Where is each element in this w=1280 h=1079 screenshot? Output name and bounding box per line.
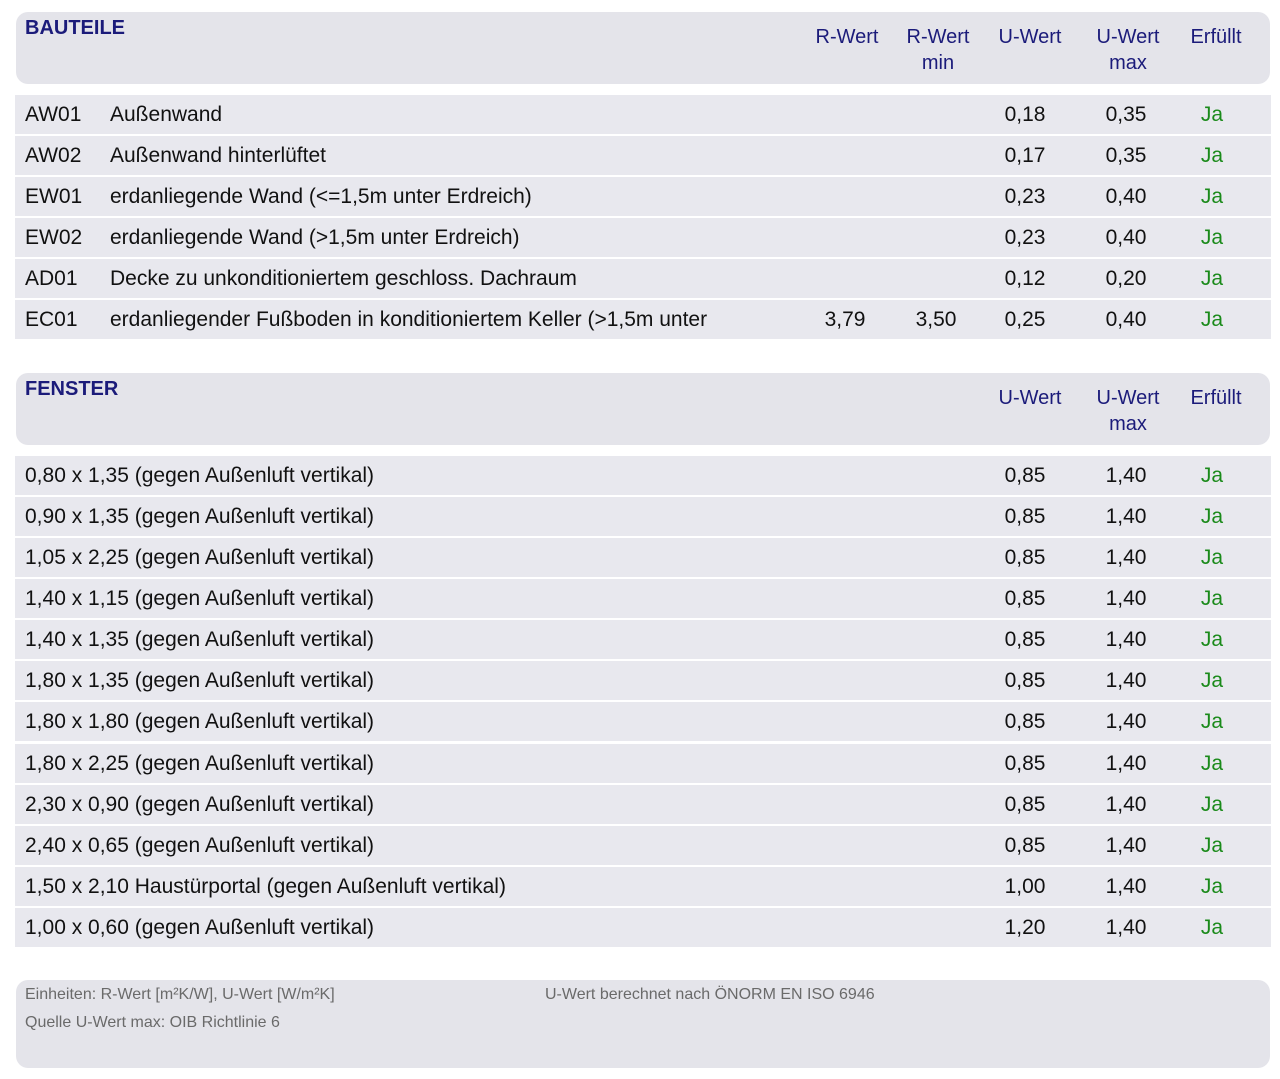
col-head-u-wert-max-label-2: max [1109,52,1147,74]
erfuellt-value: Ja [1200,793,1224,816]
erfuellt-value: Ja [1200,834,1224,857]
u-wert-max-value: 1,40 [1105,752,1147,775]
bauteil-code: AW02 [25,144,82,167]
u-wert-max-value: 1,40 [1105,875,1147,898]
bauteil-name: Decke zu unkonditioniertem geschloss. Dachraum [110,267,577,290]
erfuellt-value: Ja [1200,669,1224,692]
fenster-description: 1,40 x 1,15 (gegen Außenluft vertikal) [25,587,375,610]
col-head-erfuellt [1166,385,1266,411]
u-wert-value: 0,85 [1004,793,1046,816]
u-wert-max-value: 1,40 [1105,464,1147,487]
u-wert-value: 0,12 [1004,267,1046,290]
table-row [15,826,1271,865]
table-row [15,95,1271,134]
table-row [15,259,1271,298]
r-wert-value: 3,79 [824,308,866,331]
col-head-u-wert-max-label-2: max [1109,413,1147,435]
table-row [15,867,1271,906]
u-wert-value: 0,23 [1004,226,1046,249]
bauteil-code: EC01 [25,308,78,331]
bauteil-code: AW01 [25,103,82,126]
erfuellt-value: Ja [1200,916,1224,939]
table-row [15,661,1271,700]
u-wert-value: 0,85 [1004,710,1046,733]
erfuellt-value: Ja [1200,875,1224,898]
col-head-u-wert-max [1078,24,1178,76]
fenster-description: 2,30 x 0,90 (gegen Außenluft vertikal) [25,793,375,816]
u-wert-value: 0,25 [1004,308,1046,331]
erfuellt-value: Ja [1200,587,1224,610]
col-head-u-wert-max [1078,385,1178,437]
col-head-erfuellt [1166,24,1266,50]
u-wert-value: 0,85 [1004,752,1046,775]
u-wert-value: 0,85 [1004,546,1046,569]
bauteil-name: Außenwand [110,103,223,126]
fenster-title: FENSTER [25,378,119,400]
bauteil-code: EW02 [25,226,83,249]
u-wert-max-value: 1,40 [1105,916,1147,939]
erfuellt-value: Ja [1200,752,1224,775]
u-wert-max-value: 1,40 [1105,793,1147,816]
fenster-description: 0,90 x 1,35 (gegen Außenluft vertikal) [25,505,375,528]
u-wert-value: 0,18 [1004,103,1046,126]
fenster-description: 1,80 x 1,80 (gegen Außenluft vertikal) [25,710,375,733]
col-head-r-wert-label: R-Wert [815,26,879,48]
col-head-r-wert-min-label-1: R-Wert [906,26,970,48]
erfuellt-value: Ja [1200,546,1224,569]
erfuellt-value: Ja [1200,267,1224,290]
table-row [15,218,1271,257]
u-wert-max-value: 1,40 [1105,834,1147,857]
table-row [15,702,1271,741]
u-wert-value: 0,85 [1004,628,1046,651]
erfuellt-value: Ja [1200,226,1224,249]
u-wert-max-value: 0,40 [1105,308,1147,331]
col-head-u-wert-max-label-1: U-Wert [1096,26,1160,48]
bauteil-name: erdanliegende Wand (>1,5m unter Erdreich) [110,226,520,249]
erfuellt-value: Ja [1200,144,1224,167]
col-head-u-wert [980,385,1080,411]
source-note: Quelle U-Wert max: OIB Richtlinie 6 [25,1014,280,1031]
col-head-u-wert-label: U-Wert [998,387,1062,409]
fenster-description: 1,40 x 1,35 (gegen Außenluft vertikal) [25,628,375,651]
table-row [15,136,1271,175]
bauteil-name: erdanliegender Fußboden in konditioniertem Keller (>1,5m unter [110,308,708,331]
calculation-note: U-Wert berechnet nach ÖNORM EN ISO 6946 [545,986,875,1003]
table-row [15,579,1271,618]
u-wert-max-value: 1,40 [1105,669,1147,692]
erfuellt-value: Ja [1200,464,1224,487]
u-wert-value: 0,85 [1004,669,1046,692]
table-row [15,300,1271,339]
u-wert-max-value: 1,40 [1105,587,1147,610]
u-wert-value: 1,20 [1004,916,1046,939]
footer-notes [16,980,1270,1068]
bauteile-title: BAUTEILE [25,17,125,39]
fenster-description: 2,40 x 0,65 (gegen Außenluft vertikal) [25,834,375,857]
table-row [15,785,1271,824]
fenster-description: 1,80 x 2,25 (gegen Außenluft vertikal) [25,752,375,775]
col-head-r-wert-min-label-2: min [921,52,955,74]
u-wert-max-value: 0,20 [1105,267,1147,290]
bauteil-code: AD01 [25,267,78,290]
fenster-header [16,373,1270,445]
col-head-r-wert-min [888,24,988,76]
fenster-description: 1,80 x 1,35 (gegen Außenluft vertikal) [25,669,375,692]
col-head-erfuellt-label: Erfüllt [1190,26,1242,48]
fenster-description: 1,05 x 2,25 (gegen Außenluft vertikal) [25,546,375,569]
fenster-description: 1,00 x 0,60 (gegen Außenluft vertikal) [25,916,375,939]
table-row [15,456,1271,495]
table-row [15,538,1271,577]
u-wert-max-value: 0,40 [1105,185,1147,208]
u-wert-max-value: 1,40 [1105,628,1147,651]
erfuellt-value: Ja [1200,628,1224,651]
erfuellt-value: Ja [1200,505,1224,528]
bauteil-code: EW01 [25,185,83,208]
table-row [15,620,1271,659]
u-wert-max-value: 0,35 [1105,103,1147,126]
col-head-u-wert-max-label-1: U-Wert [1096,387,1160,409]
u-wert-max-value: 1,40 [1105,546,1147,569]
erfuellt-value: Ja [1200,308,1224,331]
erfuellt-value: Ja [1200,103,1224,126]
table-row [15,497,1271,536]
u-wert-value: 0,85 [1004,834,1046,857]
erfuellt-value: Ja [1200,185,1224,208]
u-wert-value: 0,85 [1004,587,1046,610]
col-head-erfuellt-label: Erfüllt [1190,387,1242,409]
bauteile-header [16,12,1270,84]
u-wert-value: 1,00 [1004,875,1046,898]
erfuellt-value: Ja [1200,710,1224,733]
r-wert-min-value: 3,50 [915,308,957,331]
u-wert-value: 0,23 [1004,185,1046,208]
col-head-u-wert [980,24,1080,50]
u-wert-value: 0,85 [1004,464,1046,487]
u-wert-max-value: 1,40 [1105,505,1147,528]
col-head-r-wert [797,24,897,50]
col-head-u-wert-label: U-Wert [998,26,1062,48]
u-wert-max-value: 0,35 [1105,144,1147,167]
u-wert-value: 0,85 [1004,505,1046,528]
table-row [15,177,1271,216]
fenster-description: 0,80 x 1,35 (gegen Außenluft vertikal) [25,464,375,487]
bauteil-name: Außenwand hinterlüftet [110,144,326,167]
table-row [15,744,1271,783]
u-wert-value: 0,17 [1004,144,1046,167]
units-note: Einheiten: R-Wert [m²K/W], U-Wert [W/m²K] [25,986,335,1003]
fenster-description: 1,50 x 2,10 Haustürportal (gegen Außenluft vertikal) [25,875,506,898]
u-wert-max-value: 1,40 [1105,710,1147,733]
bauteil-name: erdanliegende Wand (<=1,5m unter Erdreich) [110,185,532,208]
table-row [15,908,1271,947]
u-wert-max-value: 0,40 [1105,226,1147,249]
